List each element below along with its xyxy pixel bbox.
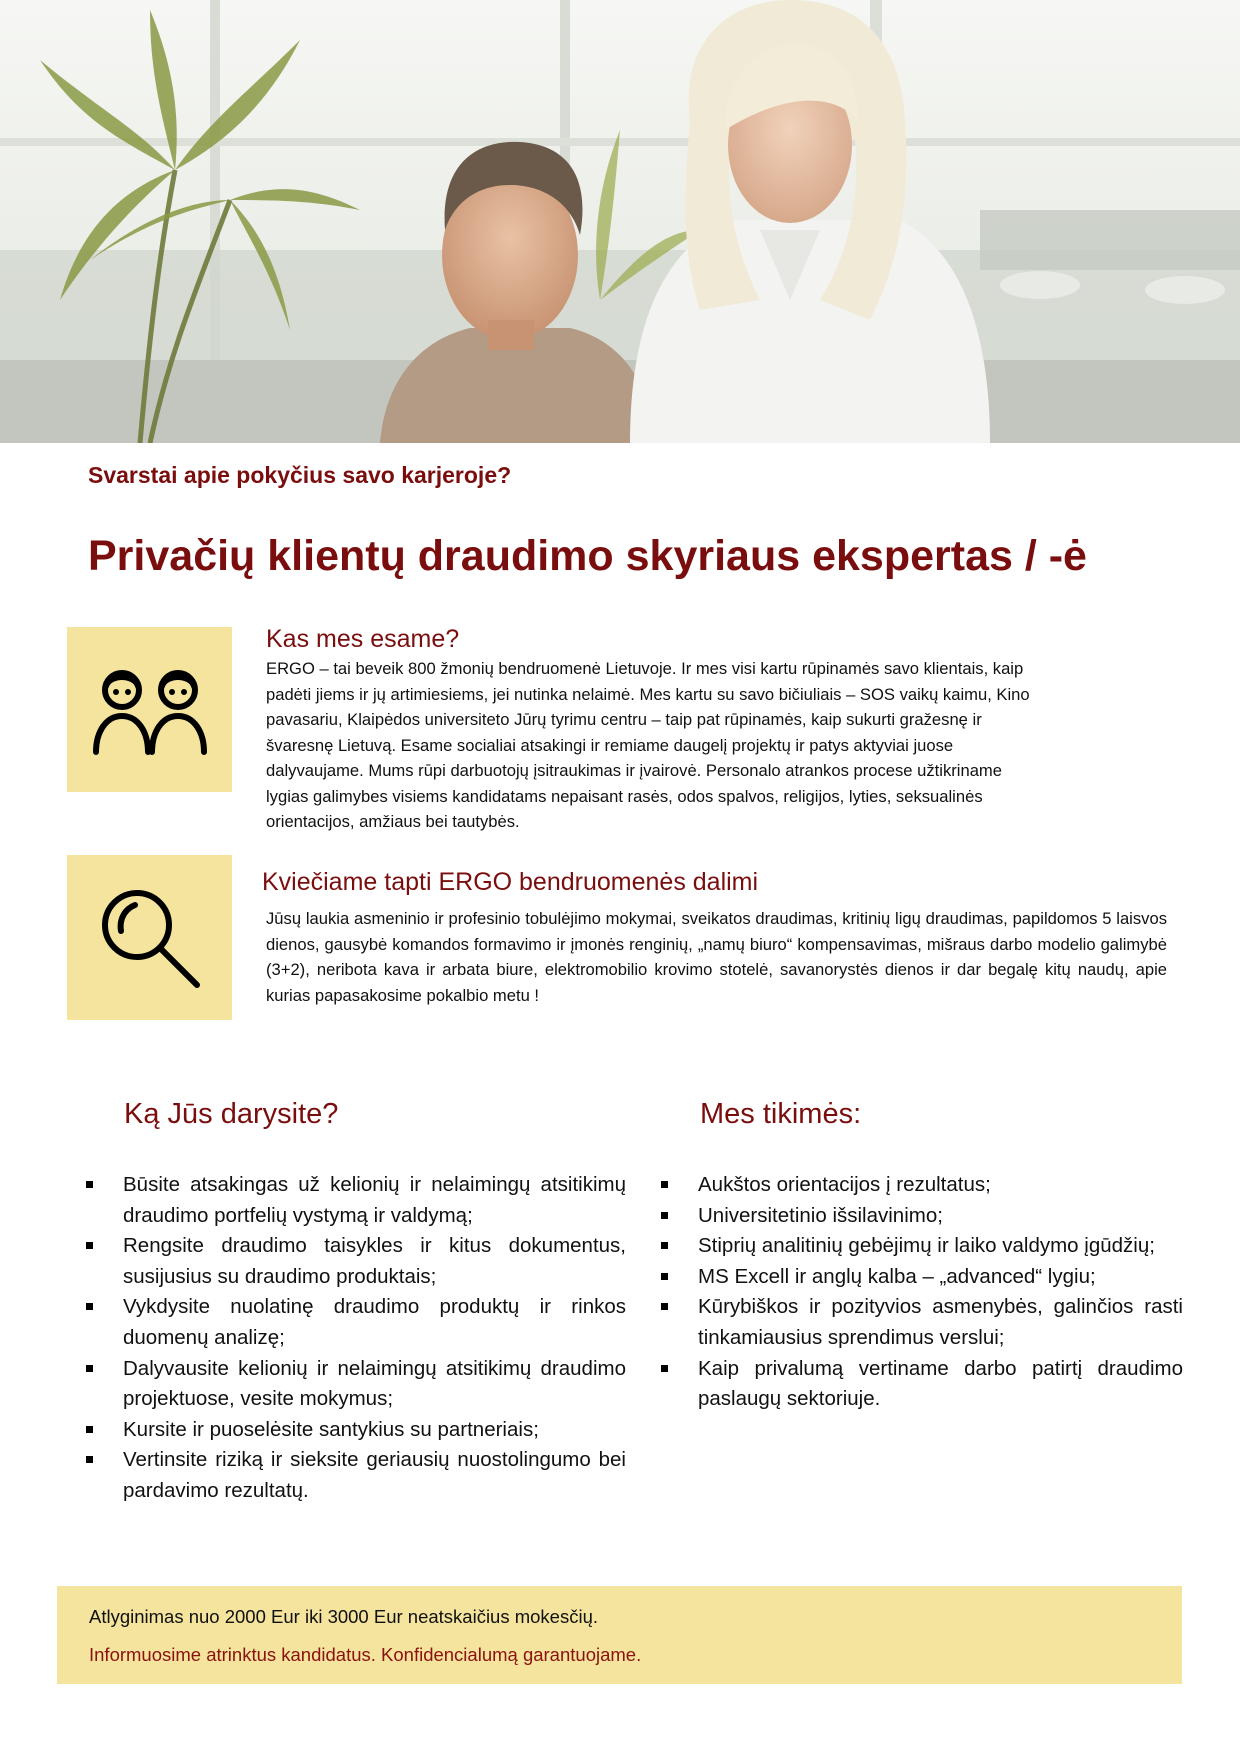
list-item: Kaip privalumą vertiname darbo patirtį draudimo paslaugų sektoriuje. — [661, 1354, 1183, 1415]
right-column-heading: Mes tikimės: — [700, 1098, 862, 1130]
list-item: Dalyvausite kelionių ir nelaimingų atsitikimų draudimo projektuose, vesite mokymus; — [86, 1354, 626, 1415]
list-item: Universitetinio išsilavinimo; — [661, 1201, 1183, 1232]
section-text-about — [266, 656, 1166, 835]
about-line: lygias galimybes visiems kandidatams nepaisant rasės, odos spalvos, religijos, lyties, seksualinės — [266, 786, 983, 806]
list-item: Stiprių analitinių gebėjimų ir laiko valdymo įgūdžių; — [661, 1231, 1183, 1262]
magnifier-icon-box — [67, 855, 232, 1020]
list-item: Vykdysite nuolatinę draudimo produktų ir rinkos duomenų analizę; — [86, 1292, 626, 1353]
about-line: pavasariu, Klaipėdos universiteto Jūrų tyrimu centru – taip pat rūpinamės, kaip sukurti gražesnę ir — [266, 710, 982, 729]
salary-box — [57, 1586, 1182, 1684]
hero-illustration — [0, 0, 1240, 443]
confidentiality-note: Informuosime atrinktus kandidatus. Konfidencialumą garantuojame. — [89, 1644, 642, 1665]
about-line: švaresnę Lietuvą. Esame socialiai atsakingi ir remiame daugelį projektų ir patys aktyviai juose — [266, 735, 954, 755]
about-line: orientacijos, amžiaus bei tautybės. — [266, 812, 520, 831]
page-title: Privačių klientų draudimo skyriaus ekspertas / -ė — [88, 532, 1087, 580]
duties-list — [86, 1170, 626, 1507]
list-item: Vertinsite riziką ir sieksite geriausių nuostolingumo bei pardavimo rezultatų. — [86, 1445, 626, 1506]
people-icon — [90, 660, 210, 760]
about-line: padėti jiems ir jų artimiesiems, jei nutinka nelaimė. Mes kartu su savo bičiuliais – SOS vaikų kaimu, Kino — [266, 684, 1030, 704]
list-item: MS Excell ir anglų kalba – „advanced“ lygiu; — [661, 1262, 1183, 1293]
list-item: Aukštos orientacijos į rezultatus; — [661, 1170, 1183, 1201]
section-text-join: Jūsų laukia asmeninio ir profesinio tobulėjimo mokymai, sveikatos draudimas, kritinių ligų draudimas, papildomos 5 laisvos dienos, gausybė komandos formavimo ir įmonės renginių, „namų biuro“ kompensavimas, mišraus darbo modelio galimybė (3+2), neribota kava ir arbata biure, elektromobilio krovimo stotelė, savanorystės dienos ir dar begalę kitų naudų, apie kurias papasakosime pokalbio metu ! — [266, 909, 1167, 1005]
requirements-list — [661, 1170, 1183, 1415]
salary-text: Atlyginimas nuo 2000 Eur iki 3000 Eur neatskaičius mokesčių. — [89, 1606, 599, 1627]
list-item: Kursite ir puoselėsite santykius su partneriais; — [86, 1415, 626, 1446]
about-line: dalyvaujame. Mums rūpi darbuotojų įsitraukimas ir įvairovė. Personalo atrankos procese užtikriname — [266, 761, 1002, 780]
hero-photo — [0, 0, 1240, 443]
tagline: Svarstai apie pokyčius savo karjeroje? — [88, 462, 512, 488]
section-heading-about: Kas mes esame? — [266, 625, 460, 653]
people-icon-box — [67, 627, 232, 792]
list-item: Rengsite draudimo taisykles ir kitus dokumentus, susijusius su draudimo produktais; — [86, 1231, 626, 1292]
list-item: Kūrybiškos ir pozityvios asmenybės, galinčios rasti tinkamiausius sprendimus verslui; — [661, 1292, 1183, 1353]
magnifier-icon — [95, 883, 205, 993]
list-item: Būsite atsakingas už kelionių ir nelaimingų atsitikimų draudimo portfelių vystymą ir valdymą; — [86, 1170, 626, 1231]
about-line: ERGO – tai beveik 800 žmonių bendruomenė Lietuvoje. Ir mes visi kartu rūpinamės savo klientais, kaip — [266, 659, 1024, 678]
left-column-heading: Ką Jūs darysite? — [124, 1098, 339, 1130]
section-heading-join: Kviečiame tapti ERGO bendruomenės dalimi — [262, 868, 759, 896]
